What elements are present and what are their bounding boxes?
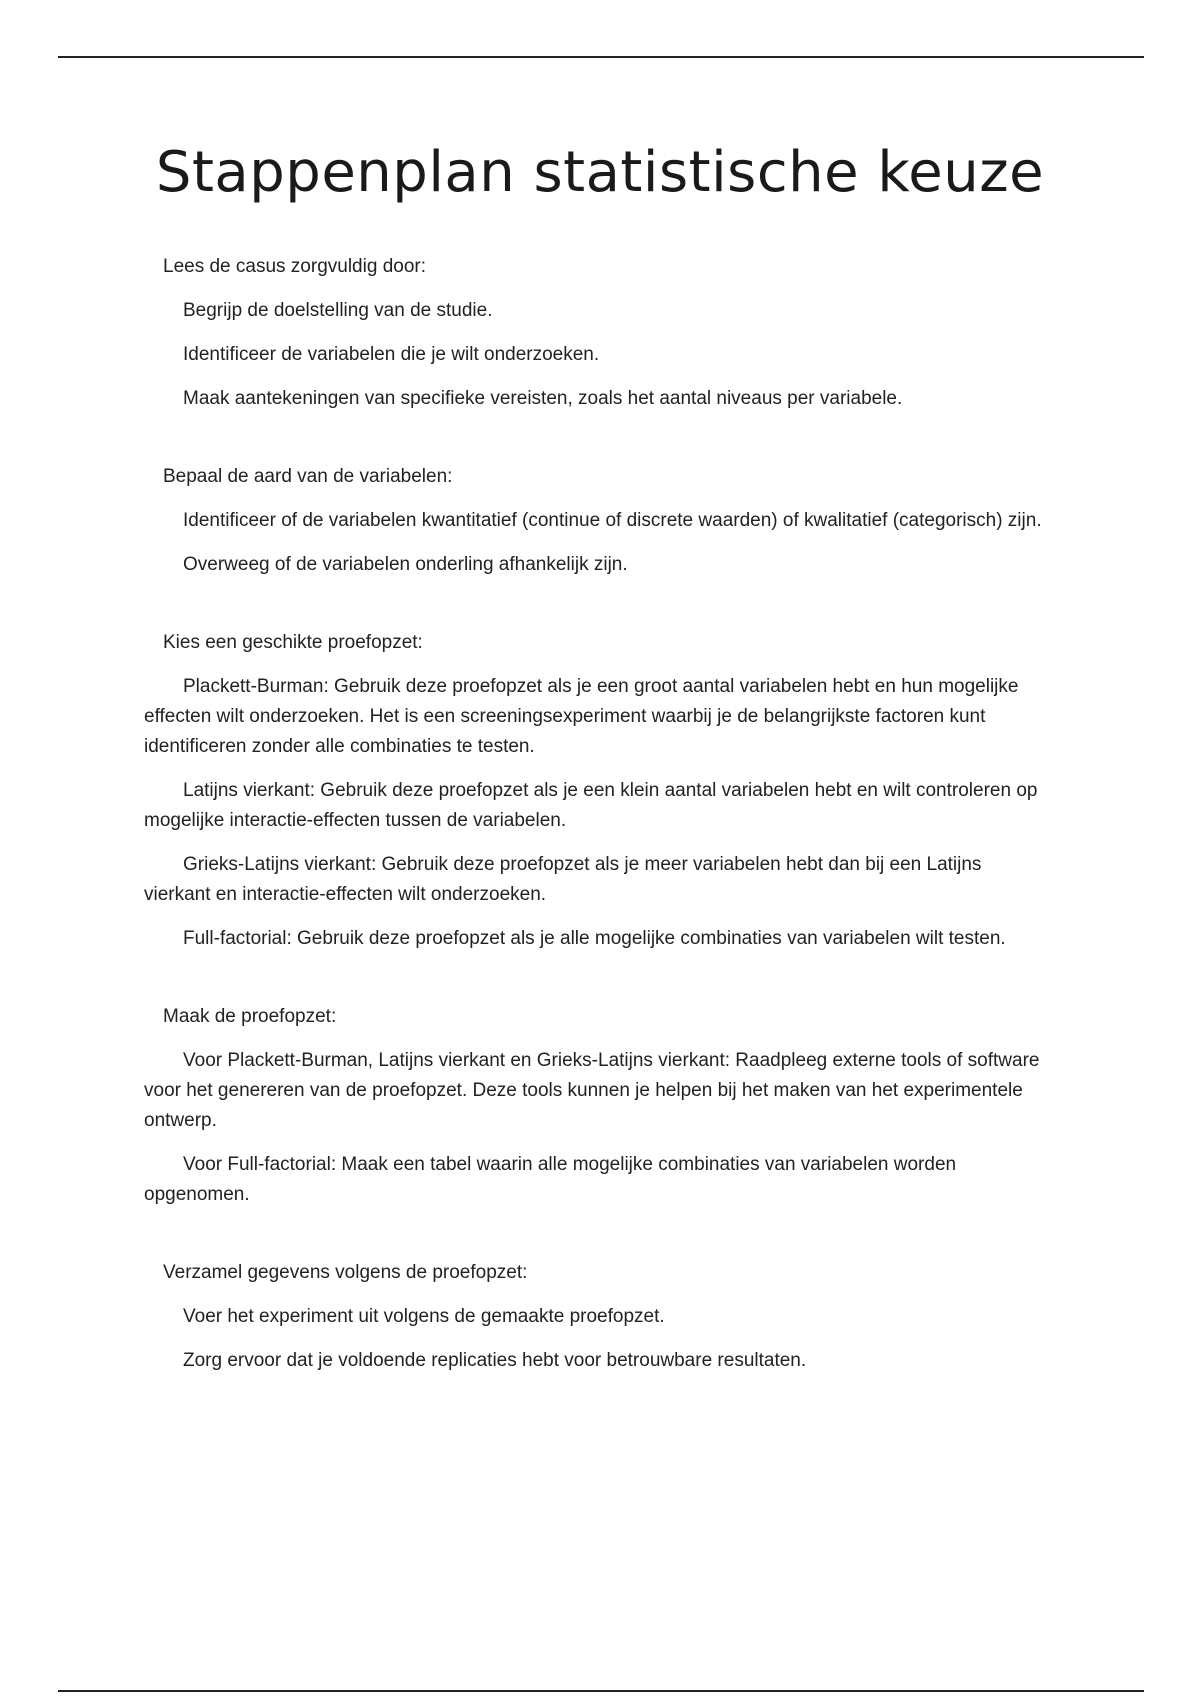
list-item: Voor Full-factorial: Maak een tabel waarin alle mogelijke combinaties van variabelen worden opgenomen. [144, 1154, 957, 1205]
list-item: Overweeg of de variabelen onderling afhankelijk zijn. [183, 554, 628, 575]
section-read-case [144, 252, 1044, 414]
section-collect-data [144, 1258, 1044, 1376]
list-item: Plackett-Burman: Gebruik deze proefopzet als je een groot aantal variabelen hebt en hun mogelijke effecten wilt onderzoeken. Het is een screeningsexperiment waarbij je de belangrijkste factoren kunt identificeren zonder alle combinaties te testen. [144, 676, 1019, 757]
list-item: Voor Plackett-Burman, Latijns vierkant en Grieks-Latijns vierkant: Raadpleeg externe tools of software voor het genereren van de proefopzet. Deze tools kunnen je helpen bij het maken van het experimentele ontwerp. [144, 1050, 1040, 1131]
list-item: Grieks-Latijns vierkant: Gebruik deze proefopzet als je meer variabelen hebt dan bij een Latijns vierkant en interactie-effecten wilt onderzoeken. [144, 854, 982, 905]
section-heading: Bepaal de aard van de variabelen: [163, 466, 453, 487]
section-heading: Kies een geschikte proefopzet: [163, 632, 423, 653]
top-divider [58, 56, 1144, 58]
section-heading: Lees de casus zorgvuldig door: [163, 256, 426, 277]
section-choose-design [144, 628, 1044, 954]
list-item: Latijns vierkant: Gebruik deze proefopzet als je een klein aantal variabelen hebt en wilt controleren op mogelijke interactie-effecten tussen de variabelen. [144, 780, 1038, 831]
list-item: Zorg ervoor dat je voldoende replicaties hebt voor betrouwbare resultaten. [183, 1350, 807, 1371]
section-make-design [144, 1002, 1044, 1210]
list-item: Maak aantekeningen van specifieke vereisten, zoals het aantal niveaus per variabele. [183, 388, 903, 409]
list-item: Identificeer of de variabelen kwantitatief (continue of discrete waarden) of kwalitatief (categorisch) zijn. [183, 510, 1042, 531]
list-item: Identificeer de variabelen die je wilt onderzoeken. [183, 344, 600, 365]
section-heading: Maak de proefopzet: [163, 1006, 337, 1027]
bottom-divider [58, 1690, 1144, 1692]
list-item: Voer het experiment uit volgens de gemaakte proefopzet. [183, 1306, 665, 1327]
list-item: Begrijp de doelstelling van de studie. [183, 300, 493, 321]
document-body [144, 252, 1044, 1424]
page-title: Stappenplan statistische keuze [155, 140, 1045, 205]
list-item: Full-factorial: Gebruik deze proefopzet als je alle mogelijke combinaties van variabelen wilt testen. [183, 928, 1006, 949]
section-variable-nature [144, 462, 1044, 580]
section-heading: Verzamel gegevens volgens de proefopzet: [163, 1262, 528, 1283]
